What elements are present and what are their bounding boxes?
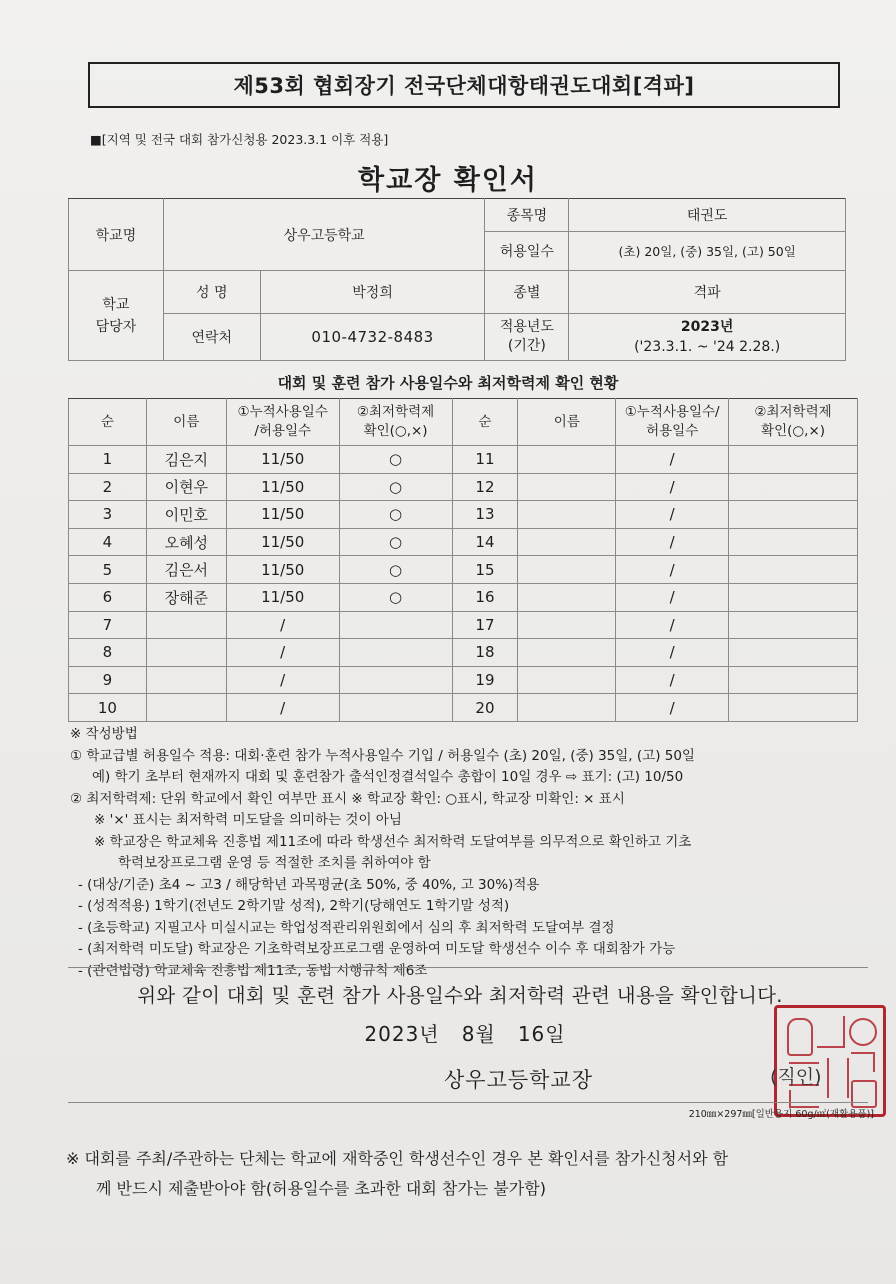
table-row bbox=[69, 446, 858, 474]
footnote-line-1: ※ 대회를 주최/주관하는 단체는 학교에 재학중인 학생선수인 경우 본 확인서를 참가신청서와 함 bbox=[66, 1149, 729, 1168]
instructions bbox=[70, 724, 870, 982]
category-value: 격파 bbox=[569, 271, 846, 314]
row-academic-check: ○ bbox=[339, 556, 452, 584]
row-name bbox=[518, 694, 616, 722]
row-days: / bbox=[616, 639, 729, 667]
row-days: 11/50 bbox=[226, 501, 339, 529]
row-name: 이현우 bbox=[146, 473, 226, 501]
row-no: 19 bbox=[452, 666, 518, 694]
applicability-note: ■[지역 및 전국 대회 참가신청용 2023.3.1 이후 적용] bbox=[90, 132, 389, 147]
row-academic-check: ○ bbox=[339, 583, 452, 611]
event-value: 태권도 bbox=[569, 199, 846, 232]
row-no: 16 bbox=[452, 583, 518, 611]
document-title: 학교장 확인서 bbox=[358, 165, 538, 196]
row-academic-check bbox=[729, 556, 858, 584]
row-name bbox=[518, 473, 616, 501]
row-name bbox=[518, 639, 616, 667]
row-academic-check: ○ bbox=[339, 501, 452, 529]
notes-line-2: 예) 학기 초부터 현재까지 대회 및 훈련참가 출석인정결석일수 총합이 10일 경우 ⇨ 표기: (고) 10/50 bbox=[92, 769, 684, 785]
row-days: / bbox=[616, 528, 729, 556]
principal-title: 상우고등학교장 bbox=[444, 1068, 594, 1092]
row-academic-check bbox=[339, 611, 452, 639]
notes-line-5: ※ 학교장은 학교체육 진흥법 제11조에 따라 학생선수 최저학력 도달여부를 의무적으로 확인하고 기초 bbox=[94, 833, 692, 850]
row-days: 11/50 bbox=[226, 528, 339, 556]
row-academic-check bbox=[729, 446, 858, 474]
row-days: / bbox=[226, 639, 339, 667]
school-info-table bbox=[68, 198, 846, 361]
row-academic-check bbox=[729, 501, 858, 529]
row-no: 9 bbox=[69, 666, 147, 694]
row-no: 12 bbox=[452, 473, 518, 501]
col-acad bbox=[339, 399, 452, 446]
row-name: 김은서 bbox=[146, 556, 226, 584]
table-row bbox=[69, 501, 858, 529]
row-name: 오혜성 bbox=[146, 528, 226, 556]
notes-line-3: ② 최저학력제: 단위 학교에서 확인 여부만 표시 ※ 학교장 확인: ○표시, 학교장 미확인: × 표시 bbox=[70, 790, 625, 807]
row-academic-check bbox=[339, 694, 452, 722]
row-no: 4 bbox=[69, 528, 147, 556]
col-acad-right-line2: 확인(○,×) bbox=[761, 423, 826, 439]
row-academic-check bbox=[729, 528, 858, 556]
name-label: 성 명 bbox=[163, 271, 260, 314]
row-days: / bbox=[616, 556, 729, 584]
row-academic-check: ○ bbox=[339, 446, 452, 474]
status-table bbox=[68, 398, 858, 722]
paper-spec: 210㎜×297㎜[일반용지 60g/㎡(재활용품)] bbox=[688, 1109, 874, 1120]
table-row bbox=[69, 556, 858, 584]
row-no: 6 bbox=[69, 583, 147, 611]
row-days: 11/50 bbox=[226, 556, 339, 584]
row-days: / bbox=[616, 583, 729, 611]
phone-label: 연락처 bbox=[163, 314, 260, 361]
table-row bbox=[69, 583, 858, 611]
divider bbox=[68, 967, 868, 968]
row-name bbox=[518, 528, 616, 556]
table-row bbox=[69, 666, 858, 694]
row-no: 5 bbox=[69, 556, 147, 584]
year-label-line1: 적용년도 bbox=[499, 319, 554, 335]
table-row bbox=[69, 639, 858, 667]
row-days: / bbox=[616, 611, 729, 639]
row-no: 13 bbox=[452, 501, 518, 529]
table-row bbox=[69, 473, 858, 501]
row-no: 18 bbox=[452, 639, 518, 667]
notes-line-9: - (초등학교) 지필고사 미실시교는 학업성적관리위원회에서 심의 후 최저학력 도달여부 결정 bbox=[78, 919, 615, 936]
row-name bbox=[518, 666, 616, 694]
school-value: 상우고등학교 bbox=[163, 199, 485, 271]
row-no: 1 bbox=[69, 446, 147, 474]
confirmation-statement: 위와 같이 대회 및 훈련 참가 사용일수와 최저학력 관련 내용을 확인합니다. bbox=[137, 984, 783, 1007]
year-label-line2: (기간) bbox=[507, 338, 546, 354]
col-acad-line2: 확인(○,×) bbox=[363, 423, 428, 439]
year-value bbox=[569, 314, 846, 361]
row-academic-check: ○ bbox=[339, 528, 452, 556]
row-name bbox=[518, 583, 616, 611]
col-days-line1: ①누적사용일수 bbox=[237, 404, 328, 420]
notes-line-6: 학력보장프로그램 운영 등 적절한 조치를 취하여야 함 bbox=[118, 855, 431, 871]
notes-line-7: - (대상/기준) 초4 ~ 고3 / 해당학년 과목평균(초 50%, 중 40%, 고 30%)적용 bbox=[78, 876, 540, 893]
phone-value: 010-4732-8483 bbox=[260, 314, 485, 361]
col-acad-right bbox=[729, 399, 858, 446]
notes-line-10: - (최저학력 미도달) 학교장은 기초학력보장프로그램 운영하여 미도달 학생선수 이수 후 대회참가 가능 bbox=[78, 941, 676, 957]
issue-date: 2023년 8월 16일 bbox=[364, 1022, 566, 1046]
contact-label-line2: 담당자 bbox=[95, 318, 137, 335]
row-name: 장해준 bbox=[146, 583, 226, 611]
row-academic-check bbox=[729, 583, 858, 611]
allowed-days-value: (초) 20일, (중) 35일, (고) 50일 bbox=[569, 232, 846, 271]
status-section-title: 대회 및 훈련 참가 사용일수와 최저학력제 확인 현황 bbox=[277, 374, 619, 392]
row-name bbox=[146, 639, 226, 667]
row-no: 20 bbox=[452, 694, 518, 722]
row-name bbox=[146, 611, 226, 639]
school-label: 학교명 bbox=[69, 199, 164, 271]
status-table-header bbox=[69, 399, 858, 446]
row-no: 3 bbox=[69, 501, 147, 529]
footnote-line-2: 께 반드시 제출받아야 함(허용일수를 초과한 대회 참가는 불가함) bbox=[96, 1179, 546, 1198]
row-days: / bbox=[616, 694, 729, 722]
year-label bbox=[485, 314, 569, 361]
row-days: / bbox=[616, 666, 729, 694]
row-academic-check bbox=[729, 473, 858, 501]
row-name bbox=[146, 666, 226, 694]
row-name: 이민호 bbox=[146, 501, 226, 529]
row-days: / bbox=[616, 501, 729, 529]
row-name bbox=[518, 611, 616, 639]
official-seal-icon bbox=[774, 1005, 886, 1117]
col-days-right bbox=[616, 399, 729, 446]
notes-heading: ※ 작성방법 bbox=[70, 726, 138, 742]
category-label: 종별 bbox=[485, 271, 569, 314]
year-value-line2: ('23.3.1. ~ '24 2.28.) bbox=[634, 339, 781, 355]
contact-label bbox=[69, 271, 164, 361]
col-no-right: 순 bbox=[452, 399, 518, 446]
divider bbox=[68, 1102, 868, 1103]
row-academic-check bbox=[339, 639, 452, 667]
row-no: 14 bbox=[452, 528, 518, 556]
table-row bbox=[69, 694, 858, 722]
notes-line-11: - (관련법령) 학교체육 진흥법 제11조, 동법 시행규칙 제6조 bbox=[78, 962, 428, 979]
notes-line-8: - (성적적용) 1학기(전년도 2학기말 성적), 2학기(당해연도 1학기말 성적) bbox=[78, 898, 510, 914]
row-no: 2 bbox=[69, 473, 147, 501]
col-name-right: 이름 bbox=[518, 399, 616, 446]
row-days: / bbox=[226, 666, 339, 694]
table-row bbox=[69, 611, 858, 639]
col-days-right-line2: 허용일수 bbox=[646, 423, 699, 439]
row-days: 11/50 bbox=[226, 473, 339, 501]
event-label: 종목명 bbox=[485, 199, 569, 232]
col-acad-right-line1: ②최저학력제 bbox=[754, 404, 832, 420]
row-days: / bbox=[226, 694, 339, 722]
row-days: 11/50 bbox=[226, 583, 339, 611]
col-no: 순 bbox=[69, 399, 147, 446]
row-no: 17 bbox=[452, 611, 518, 639]
contact-label-line1: 학교 bbox=[102, 296, 130, 313]
row-academic-check: ○ bbox=[339, 473, 452, 501]
notes-line-1: ① 학교급별 허용일수 적용: 대회·훈련 참가 누적사용일수 기입 / 허용일수 (초) 20일, (중) 35일, (고) 50일 bbox=[70, 747, 695, 764]
row-name bbox=[146, 694, 226, 722]
row-days: / bbox=[226, 611, 339, 639]
row-academic-check bbox=[729, 611, 858, 639]
col-acad-line1: ②최저학력제 bbox=[356, 404, 435, 420]
seal-label: (직인) bbox=[770, 1066, 822, 1088]
row-no: 8 bbox=[69, 639, 147, 667]
row-no: 7 bbox=[69, 611, 147, 639]
col-name: 이름 bbox=[146, 399, 226, 446]
row-academic-check bbox=[729, 666, 858, 694]
row-name bbox=[518, 501, 616, 529]
row-no: 10 bbox=[69, 694, 147, 722]
notes-line-4: ※ '×' 표시는 최저학력 미도달을 의미하는 것이 아님 bbox=[94, 812, 402, 828]
footnote bbox=[66, 1144, 876, 1204]
row-academic-check bbox=[339, 666, 452, 694]
col-days-line2: /허용일수 bbox=[254, 423, 312, 439]
year-value-line1: 2023년 bbox=[680, 319, 734, 335]
row-name: 김은지 bbox=[146, 446, 226, 474]
row-name bbox=[518, 556, 616, 584]
table-row bbox=[69, 528, 858, 556]
row-academic-check bbox=[729, 639, 858, 667]
event-title: 제53회 협회장기 전국단체대항태권도대회[격파] bbox=[88, 62, 840, 108]
allowed-days-label: 허용일수 bbox=[485, 232, 569, 271]
name-value: 박정희 bbox=[260, 271, 485, 314]
row-days: / bbox=[616, 446, 729, 474]
row-days: / bbox=[616, 473, 729, 501]
row-academic-check bbox=[729, 694, 858, 722]
row-days: 11/50 bbox=[226, 446, 339, 474]
row-name bbox=[518, 446, 616, 474]
row-no: 11 bbox=[452, 446, 518, 474]
col-days bbox=[226, 399, 339, 446]
col-days-right-line1: ①누적사용일수/ bbox=[624, 404, 720, 420]
row-no: 15 bbox=[452, 556, 518, 584]
